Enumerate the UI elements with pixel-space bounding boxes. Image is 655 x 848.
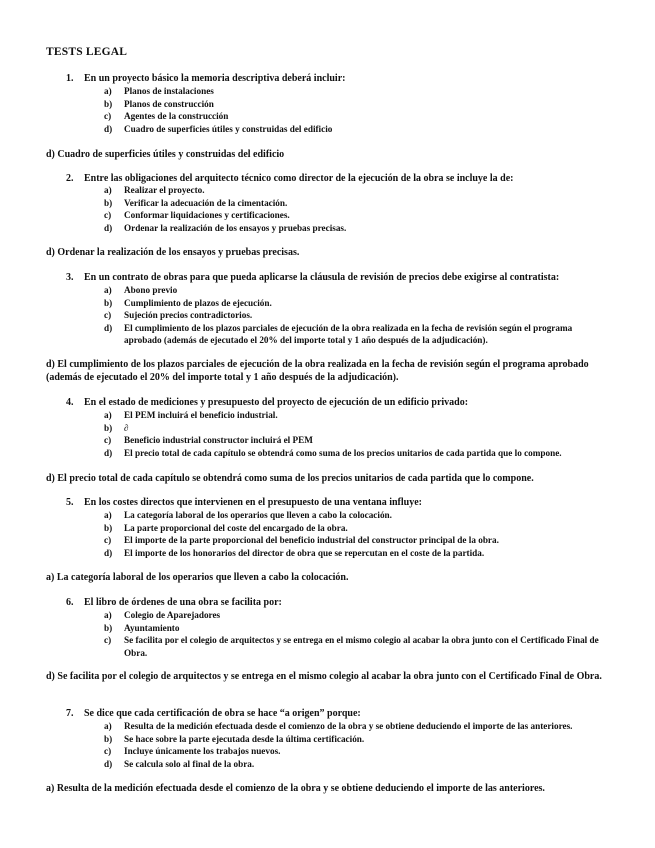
option-d	[104, 447, 604, 460]
option-a	[104, 409, 604, 422]
option-letter: c)	[104, 746, 112, 757]
option-text: Se facilita por el colegio de arquitectos y se entrega en el mismo colegio al acabar la obra junto con el Certificado Final de Obra.	[124, 635, 599, 658]
option-c	[104, 634, 604, 659]
option-letter: b)	[104, 197, 113, 208]
question-4	[66, 396, 626, 409]
option-text: Planos de instalaciones	[124, 86, 214, 96]
option-d	[104, 758, 604, 771]
option-d	[104, 222, 604, 235]
option-b	[104, 197, 604, 210]
question-text: En un proyecto básico la memoria descriptiva deberá incluir:	[84, 73, 346, 84]
option-c	[104, 209, 604, 222]
answer-4: d) El precio total de cada capítulo se obtendrá como suma de los precios unitarios de cada partida que lo compone.	[46, 473, 534, 484]
option-letter: d)	[104, 447, 113, 458]
option-letter: a)	[104, 185, 112, 195]
answer-1: d) Cuadro de superficies útiles y construidas del edificio	[46, 149, 285, 160]
option-b	[104, 422, 604, 435]
answer-5: a) La categoría laboral de los operarios que lleven a cabo la colocación.	[46, 572, 349, 583]
option-letter: d)	[104, 222, 113, 233]
option-text: El importe de los honorarios del director de obra que se repercutan en el coste de la partida.	[124, 547, 485, 558]
question-text: En un contrato de obras para que pueda aplicarse la cláusula de revisión de precios debe exigirse al contratista:	[84, 272, 560, 283]
option-text: Se calcula solo al final de la obra.	[124, 758, 255, 769]
answer-3: d) El cumplimiento de los plazos parciales de ejecución de la obra realizada en la fecha de revisión según el programa aprobado (además de ejecutado el 20% del importe total y 1 año después de la adjudicación).	[46, 359, 589, 383]
option-letter: a)	[104, 721, 112, 731]
option-text: El PEM incluirá el beneficio industrial.	[124, 410, 278, 420]
question-4-options	[104, 409, 604, 459]
question-1-options	[104, 85, 604, 135]
option-d	[104, 123, 604, 136]
answer-2: d) Ordenar la realización de los ensayos y pruebas precisas.	[46, 247, 300, 258]
option-letter: c)	[104, 635, 112, 646]
option-c	[104, 110, 604, 123]
question-number: 2.	[66, 173, 74, 184]
question-6	[66, 596, 626, 609]
option-a	[104, 184, 604, 197]
option-text: Realizar el proyecto.	[124, 185, 205, 195]
option-text: Cuadro de superficies útiles y construidas del edificio	[124, 123, 333, 134]
option-text: Colegio de Aparejadores	[124, 610, 221, 620]
option-letter: b)	[104, 622, 113, 633]
option-b	[104, 733, 604, 746]
option-a	[104, 609, 604, 622]
option-letter: a)	[104, 285, 112, 295]
option-letter: b)	[104, 297, 113, 308]
question-2-options	[104, 184, 604, 234]
option-text: Ayuntamiento	[124, 622, 180, 633]
question-5	[66, 496, 626, 509]
option-text: Agentes de la construcción	[124, 111, 229, 122]
option-letter: b)	[104, 733, 113, 744]
option-letter: d)	[104, 758, 113, 769]
option-d	[104, 322, 604, 347]
option-text: Verificar la adecuación de la cimentación.	[124, 197, 288, 208]
option-letter: a)	[104, 410, 112, 420]
option-a	[104, 720, 604, 733]
answer-7: a) Resulta de la medición efectuada desde el comienzo de la obra y se obtiene deduciendo el importe de las anteriores.	[46, 783, 545, 794]
option-b	[104, 622, 604, 635]
option-b	[104, 98, 604, 111]
option-b	[104, 522, 604, 535]
page-title: TESTS LEGAL	[46, 46, 128, 58]
question-7-options	[104, 720, 604, 770]
question-text: Entre las obligaciones del arquitecto técnico como director de la ejecución de la obra se incluye la de:	[84, 173, 514, 184]
option-text: Abono previo	[124, 285, 178, 295]
question-number: 4.	[66, 397, 74, 408]
question-text: En los costes directos que intervienen en el presupuesto de una ventana influye:	[84, 497, 422, 508]
option-a	[104, 85, 604, 98]
option-text: Resulta de la medición efectuada desde el comienzo de la obra y se obtiene deduciendo el importe de las anteriores.	[124, 721, 573, 731]
answer-6: d) Se facilita por el colegio de arquitectos y se entrega en el mismo colegio al acabar la obra junto con el Certificado Final de Obra.	[46, 671, 602, 682]
option-text: El importe de la parte proporcional del beneficio industrial del constructor principal de la obra.	[124, 535, 499, 546]
option-text: Conformar liquidaciones y certificaciones.	[124, 210, 290, 221]
question-3-options	[104, 284, 604, 347]
question-number: 7.	[66, 708, 74, 719]
option-text: El precio total de cada capítulo se obtendrá como suma de los precios unitarios de cada partida que lo compone.	[124, 447, 562, 458]
option-letter: d)	[104, 123, 113, 134]
option-b	[104, 297, 604, 310]
question-text: El libro de órdenes de una obra se facilita por:	[84, 597, 282, 608]
option-text: Planos de construcción	[124, 98, 214, 109]
question-1	[66, 72, 626, 85]
question-text: En el estado de mediciones y presupuesto del proyecto de ejecución de un edificio privado:	[84, 397, 469, 408]
option-c	[104, 745, 604, 758]
option-c	[104, 309, 604, 322]
option-text: Se hace sobre la parte ejecutada desde la última certificación.	[124, 733, 365, 744]
question-3	[66, 271, 626, 284]
option-c	[104, 434, 604, 447]
option-letter: a)	[104, 610, 112, 620]
option-text: Sujeción precios contradictorios.	[124, 310, 253, 321]
question-number: 1.	[66, 73, 74, 84]
option-letter: b)	[104, 422, 113, 433]
option-text: Cumplimiento de plazos de ejecución.	[124, 297, 272, 308]
option-text: La parte proporcional del coste del encargado de la obra.	[124, 522, 348, 533]
option-d	[104, 547, 604, 560]
option-text: El cumplimiento de los plazos parciales de ejecución de la obra realizada en la fecha de revisión según el programa aprobado (además de ejecutado el 20% del importe total y 1 año después de la adjudicación).	[124, 322, 573, 346]
option-text: ∂	[124, 422, 129, 433]
option-letter: c)	[104, 210, 112, 221]
option-letter: d)	[104, 322, 113, 333]
option-letter: a)	[104, 510, 112, 520]
question-6-options	[104, 609, 604, 659]
option-letter: c)	[104, 535, 112, 546]
option-c	[104, 534, 604, 547]
option-letter: c)	[104, 310, 112, 321]
option-letter: b)	[104, 522, 113, 533]
option-text: La categoría laboral de los operarios que lleven a cabo la colocación.	[124, 510, 392, 520]
question-text: Se dice que cada certificación de obra se hace “a origen” porque:	[84, 708, 361, 719]
question-number: 6.	[66, 597, 74, 608]
option-letter: c)	[104, 111, 112, 122]
question-number: 3.	[66, 272, 74, 283]
option-text: Ordenar la realización de los ensayos y pruebas precisas.	[124, 222, 347, 233]
option-a	[104, 284, 604, 297]
question-number: 5.	[66, 497, 74, 508]
option-letter: b)	[104, 98, 113, 109]
option-letter: d)	[104, 547, 113, 558]
option-a	[104, 509, 604, 522]
question-5-options	[104, 509, 604, 559]
question-7	[66, 707, 626, 720]
option-text: Beneficio industrial constructor incluirá el PEM	[124, 435, 313, 446]
option-letter: c)	[104, 435, 112, 446]
option-text: Incluye únicamente los trabajos nuevos.	[124, 746, 281, 757]
option-letter: a)	[104, 86, 112, 96]
